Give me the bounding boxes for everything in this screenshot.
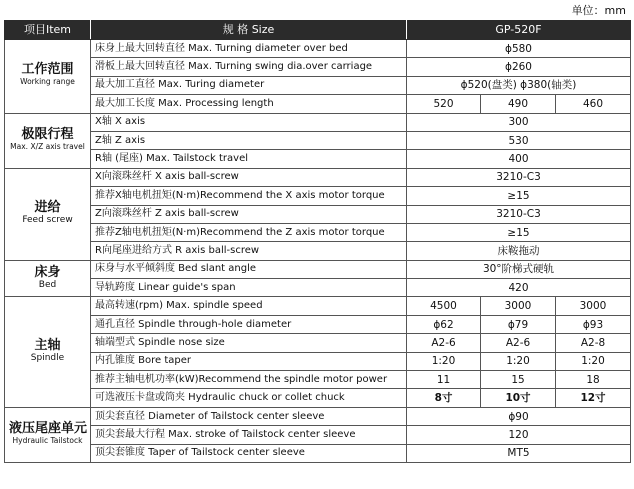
spec-item-label: R向尾座进给方式 R axis ball-screw (91, 242, 407, 260)
group-name-en: Spindle (30, 353, 65, 364)
spec-item-label: R轴 (尾座) Max. Tailstock travel (91, 150, 407, 168)
spec-value: ≥15 (407, 223, 631, 241)
table-row (5, 58, 631, 76)
spec-item-label: 顶尖套最大行程 Max. stroke of Tailstock center sleeve (91, 426, 407, 444)
table-row (5, 407, 631, 425)
group-name-zh: 床身 (34, 264, 61, 280)
spec-item-label: 通孔直径 Spindle through-hole diameter (91, 315, 407, 333)
spec-item-label: 床身上最大回转直径 Max. Turning diameter over bed (91, 40, 407, 58)
spec-value: 3000 (556, 297, 631, 315)
spec-value: 3000 (481, 297, 556, 315)
spec-item-label: 推荐主轴电机功率(kW)Recommend the spindle motor power (91, 371, 407, 389)
spec-value: 530 (407, 131, 631, 149)
spec-value: 490 (481, 95, 556, 113)
spec-item-label: 导轨跨度 Linear guide's span (91, 279, 407, 297)
table-row (5, 40, 631, 58)
spec-value: ϕ93 (556, 315, 631, 333)
group-name-zh: 主轴 (34, 338, 61, 354)
spec-value: 1:20 (481, 352, 556, 370)
table-row (5, 389, 631, 407)
group-name-zh: 进给 (34, 200, 61, 216)
group-name-en: Working range (20, 77, 75, 87)
spec-item-label: 内孔锥度 Bore taper (91, 352, 407, 370)
spec-item-label: 推荐X轴电机扭矩(N·m)Recommend the X axis motor torque (91, 187, 407, 205)
spec-value: 12寸 (556, 389, 631, 407)
spec-item-label: 顶尖套直径 Diameter of Tailstock center sleeve (91, 407, 407, 425)
header-spec: 规 格 Size (91, 21, 407, 40)
spec-value: 3210-C3 (407, 205, 631, 223)
spec-value: ϕ79 (481, 315, 556, 333)
group-label (5, 297, 91, 407)
spec-value: ϕ62 (407, 315, 481, 333)
spec-value: 460 (556, 95, 631, 113)
table-row (5, 426, 631, 444)
group-name-zh: 极限行程 (21, 126, 74, 142)
spec-table-body (5, 40, 631, 463)
table-row (5, 76, 631, 94)
spec-item-label: Z向滚珠丝杆 Z axis ball-screw (91, 205, 407, 223)
group-name-zh: 工作范围 (21, 62, 74, 78)
spec-item-label: 可选液压卡盘或筒夹 Hydraulic chuck or collet chuck (91, 389, 407, 407)
spec-value: 15 (481, 371, 556, 389)
spec-table (4, 20, 631, 463)
spec-value: 1:20 (556, 352, 631, 370)
table-row (5, 352, 631, 370)
spec-value: 8寸 (407, 389, 481, 407)
group-label (5, 40, 91, 114)
spec-value: 420 (407, 279, 631, 297)
spec-item-label: 最高转速(rpm) Max. spindle speed (91, 297, 407, 315)
table-row (5, 205, 631, 223)
table-row (5, 242, 631, 260)
spec-item-label: Z轴 Z axis (91, 131, 407, 149)
spec-value: 300 (407, 113, 631, 131)
table-row (5, 334, 631, 352)
spec-value: 18 (556, 371, 631, 389)
unit-label: 单位：mm (571, 4, 626, 17)
spec-item-label: 轴端型式 Spindle nose size (91, 334, 407, 352)
table-row (5, 279, 631, 297)
table-row (5, 187, 631, 205)
group-label (5, 260, 91, 297)
spec-item-label: 床身与水平倾斜度 Bed slant angle (91, 260, 407, 278)
table-row (5, 113, 631, 131)
spec-value: 120 (407, 426, 631, 444)
spec-value: 床鞍拖动 (407, 242, 631, 260)
spec-value: ≥15 (407, 187, 631, 205)
spec-value: 400 (407, 150, 631, 168)
spec-value: 30°阶梯式硬轨 (407, 260, 631, 278)
spec-value: A2-8 (556, 334, 631, 352)
table-row (5, 223, 631, 241)
spec-value: A2-6 (481, 334, 556, 352)
group-name-en: Feed screw (22, 215, 73, 226)
spec-value: 4500 (407, 297, 481, 315)
group-name-en: Bed (38, 279, 57, 290)
table-header-row (5, 21, 631, 40)
spec-value: 520 (407, 95, 481, 113)
group-label (5, 407, 91, 462)
group-name-zh: 液压尾座单元 (9, 420, 88, 436)
table-row (5, 315, 631, 333)
table-row (5, 371, 631, 389)
spec-value: ϕ580 (407, 40, 631, 58)
table-row (5, 168, 631, 186)
spec-item-label: X轴 X axis (91, 113, 407, 131)
table-row (5, 297, 631, 315)
group-label (5, 168, 91, 260)
header-item: 项目Item (5, 21, 91, 40)
group-name-en: Max. X/Z axis travel (10, 141, 85, 151)
spec-value: ϕ90 (407, 407, 631, 425)
spec-value: ϕ520(盘类) ϕ380(轴类) (407, 76, 631, 94)
spec-value: 3210-C3 (407, 168, 631, 186)
spec-value: MT5 (407, 444, 631, 462)
spec-value: ϕ260 (407, 58, 631, 76)
spec-value: 10寸 (481, 389, 556, 407)
group-label (5, 113, 91, 168)
spec-value: 11 (407, 371, 481, 389)
spec-item-label: 滑板上最大回转直径 Max. Turning swing dia.over carriage (91, 58, 407, 76)
spec-item-label: 推荐Z轴电机扭矩(N·m)Recommend the Z axis motor torque (91, 223, 407, 241)
spec-item-label: X向滚珠丝杆 X axis ball-screw (91, 168, 407, 186)
table-row (5, 95, 631, 113)
table-row (5, 131, 631, 149)
table-row (5, 150, 631, 168)
spec-value: A2-6 (407, 334, 481, 352)
spec-item-label: 顶尖套锥度 Taper of Tailstock center sleeve (91, 444, 407, 462)
table-row (5, 260, 631, 278)
table-row (5, 444, 631, 462)
group-name-en: Hydraulic Tailstock (12, 435, 83, 445)
spec-item-label: 最大加工直径 Max. Turing diameter (91, 76, 407, 94)
spec-value: 1:20 (407, 352, 481, 370)
header-model: GP-520F (407, 21, 631, 40)
spec-item-label: 最大加工长度 Max. Processing length (91, 95, 407, 113)
